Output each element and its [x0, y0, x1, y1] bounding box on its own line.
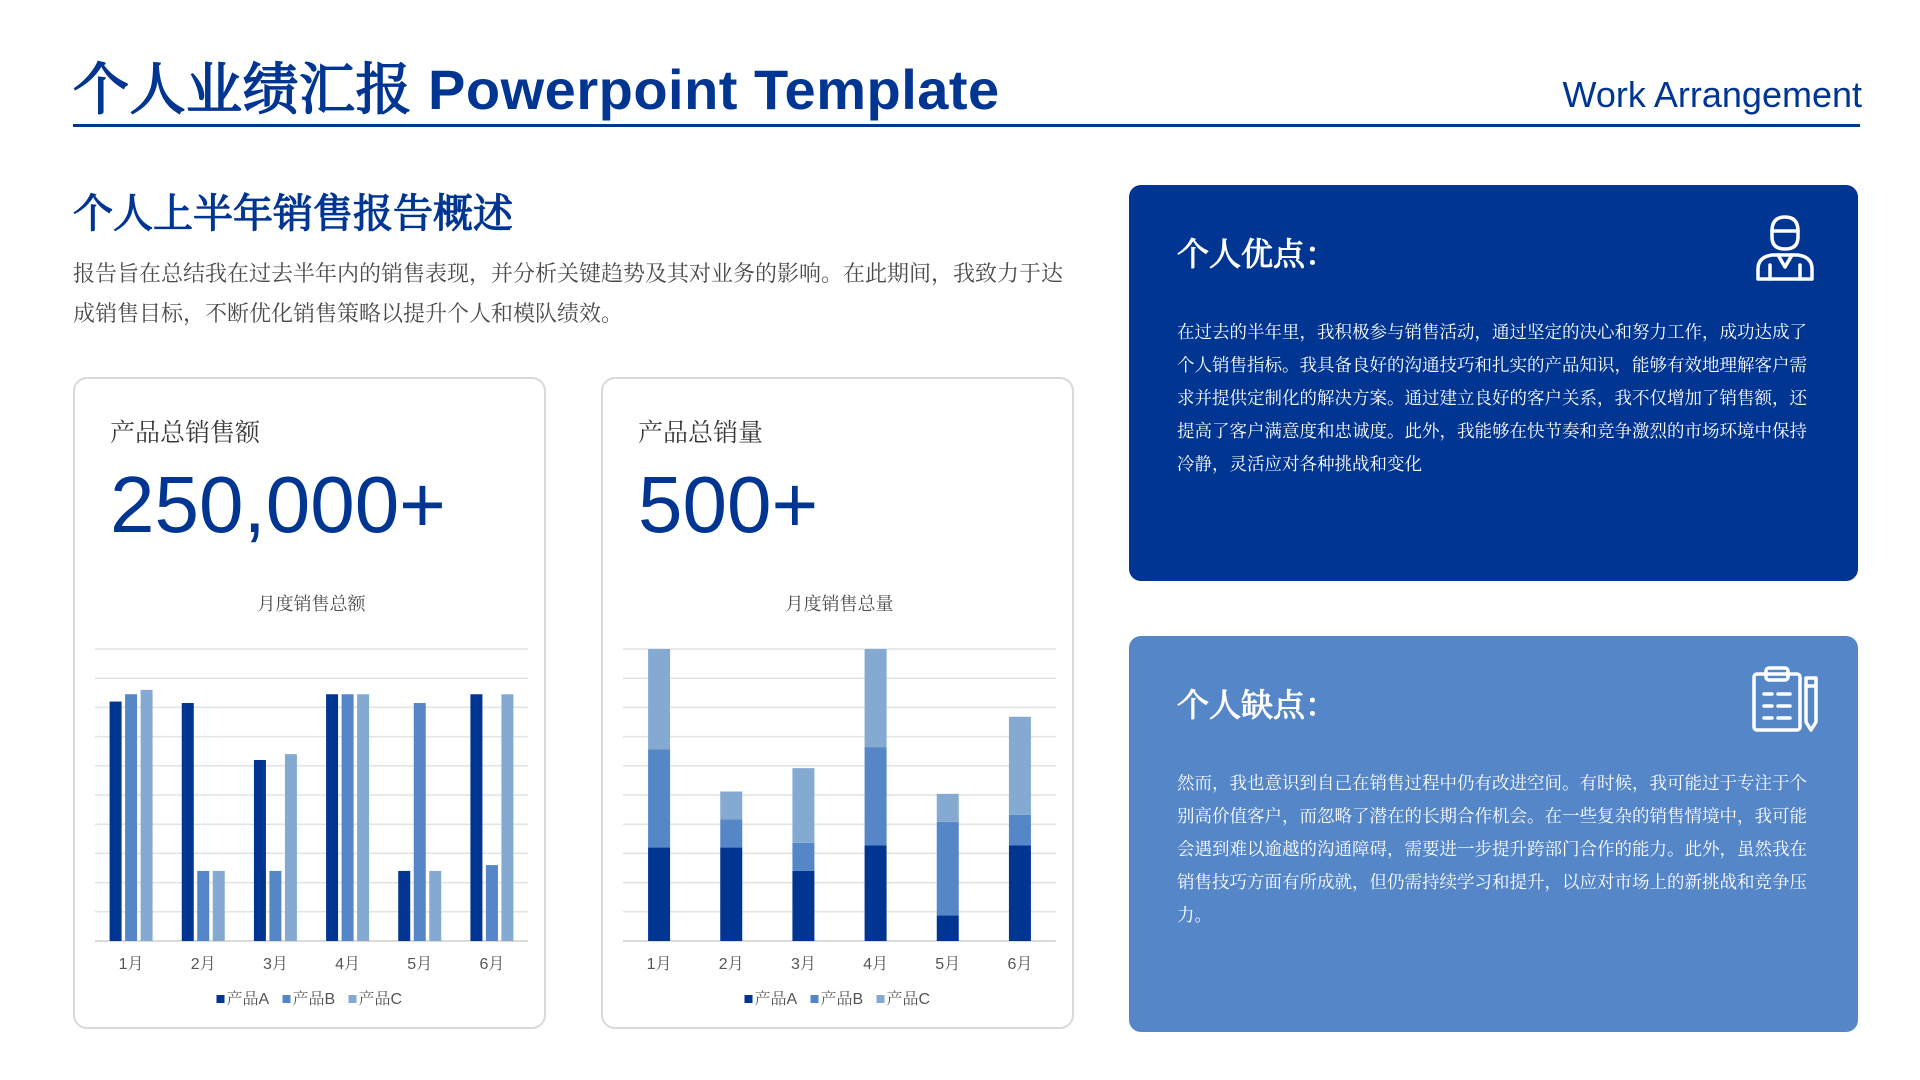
bar-产品C	[285, 754, 297, 941]
bar-产品A	[648, 848, 670, 941]
bar-产品A	[792, 871, 814, 941]
legend-swatch	[283, 995, 291, 1003]
bar-产品C	[501, 694, 513, 941]
bar-产品A	[470, 694, 482, 941]
legend-swatch	[877, 995, 885, 1003]
legend-label: 产品A	[226, 991, 270, 1008]
bar-产品C	[720, 791, 742, 819]
slide-title: 个人业绩汇报 Powerpoint Template	[73, 58, 1000, 121]
clipboard-icon	[1750, 664, 1820, 734]
legend-swatch	[811, 995, 819, 1003]
bar-产品A	[182, 703, 194, 941]
x-tick-label: 4月	[335, 956, 361, 973]
bar-产品C	[141, 690, 153, 941]
x-tick-label: 1月	[118, 956, 144, 973]
overview-text: 报告旨在总结我在过去半年内的销售表现，并分析关键趋势及其对业务的影响。在此期间，我致力于达成销售目标，不断优化销售策略以提升个人和模队绩效。	[73, 261, 1064, 326]
monthly-sales-amount-chart	[75, 379, 546, 1029]
overview-heading: 个人上半年销售报告概述	[73, 192, 513, 236]
card-label: 产品总销量	[638, 419, 764, 447]
bar-产品B	[792, 843, 814, 871]
x-tick-label: 1月	[646, 956, 672, 973]
bar-产品C	[1009, 717, 1031, 815]
x-tick-label: 5月	[407, 956, 433, 973]
bar-产品C	[865, 649, 887, 747]
weaknesses-panel	[1129, 636, 1858, 1032]
bar-产品A	[865, 845, 887, 941]
bar-产品B	[342, 694, 354, 941]
bar-产品B	[865, 747, 887, 845]
section-label: Work Arrangement	[1562, 74, 1862, 115]
bar-产品B	[720, 820, 742, 848]
chart-title: 月度销售总额	[257, 594, 366, 614]
chart-title: 月度销售总量	[785, 594, 894, 614]
x-tick-label: 3月	[262, 956, 288, 973]
bar-产品A	[720, 848, 742, 941]
weaknesses-title: 个人缺点：	[1177, 687, 1338, 723]
legend-swatch	[349, 995, 357, 1003]
bar-产品B	[125, 694, 137, 941]
legend-label: 产品A	[754, 991, 798, 1008]
user-icon	[1750, 213, 1820, 283]
bar-产品B	[486, 865, 498, 941]
bar-产品C	[429, 871, 441, 941]
monthly-sales-volume-chart	[603, 379, 1074, 1029]
x-tick-label: 3月	[790, 956, 816, 973]
bar-产品A	[254, 760, 266, 941]
card-value: 250,000+	[110, 460, 446, 549]
bar-产品C	[213, 871, 225, 941]
bar-产品B	[197, 871, 209, 941]
strengths-text: 在过去的半年里，我积极参与销售活动，通过坚定的决心和努力工作，成功达成了个人销售指标。我具备良好的沟通技巧和扎实的产品知识，能够有效地理解客户需求并提供定制化的解决方案。通过建立良好的客户关系，我不仅增加了销售额，还提高了客户满意度和忠诚度。此外，我能够在快节奏和竞争激烈的市场环境中保持冷静，灵活应对各种挑战和变化	[1177, 322, 1807, 474]
x-tick-label: 2月	[718, 956, 744, 973]
bar-产品A	[326, 694, 338, 941]
legend-label: 产品B	[292, 991, 336, 1008]
x-tick-label: 6月	[1007, 956, 1033, 973]
bar-产品A	[110, 702, 122, 941]
legend-swatch	[745, 995, 753, 1003]
legend-label: 产品C	[886, 991, 931, 1008]
x-tick-label: 6月	[479, 956, 505, 973]
header-divider	[73, 124, 1860, 127]
strengths-panel	[1129, 185, 1858, 581]
legend-swatch	[217, 995, 225, 1003]
sales-amount-card	[73, 377, 546, 1029]
bar-产品B	[648, 749, 670, 847]
x-tick-label: 4月	[863, 956, 889, 973]
card-label: 产品总销售额	[110, 419, 261, 447]
bar-产品C	[357, 694, 369, 941]
bar-产品B	[414, 703, 426, 941]
bar-产品A	[1009, 845, 1031, 941]
sales-volume-card	[601, 377, 1074, 1029]
card-value: 500+	[638, 460, 819, 549]
weaknesses-text: 然而，我也意识到自己在销售过程中仍有改进空间。有时候，我可能过于专注于个别高价值客户，而忽略了潜在的长期合作机会。在一些复杂的销售情境中，我可能会遇到难以逾越的沟通障碍，需要进一步提升跨部门合作的能力。此外，虽然我在销售技巧方面有所成就，但仍需持续学习和提升，以应对市场上的新挑战和竞争压力。	[1177, 773, 1807, 925]
x-tick-label: 5月	[935, 956, 961, 973]
bar-产品A	[937, 915, 959, 941]
legend-label: 产品B	[820, 991, 864, 1008]
bar-产品A	[398, 871, 410, 941]
bar-产品C	[792, 768, 814, 843]
x-tick-label: 2月	[190, 956, 216, 973]
bar-产品B	[269, 871, 281, 941]
bar-产品C	[648, 649, 670, 749]
bar-产品B	[1009, 815, 1031, 845]
legend-label: 产品C	[358, 991, 403, 1008]
bar-产品C	[937, 794, 959, 822]
bar-产品B	[937, 822, 959, 915]
strengths-title: 个人优点：	[1177, 236, 1338, 272]
